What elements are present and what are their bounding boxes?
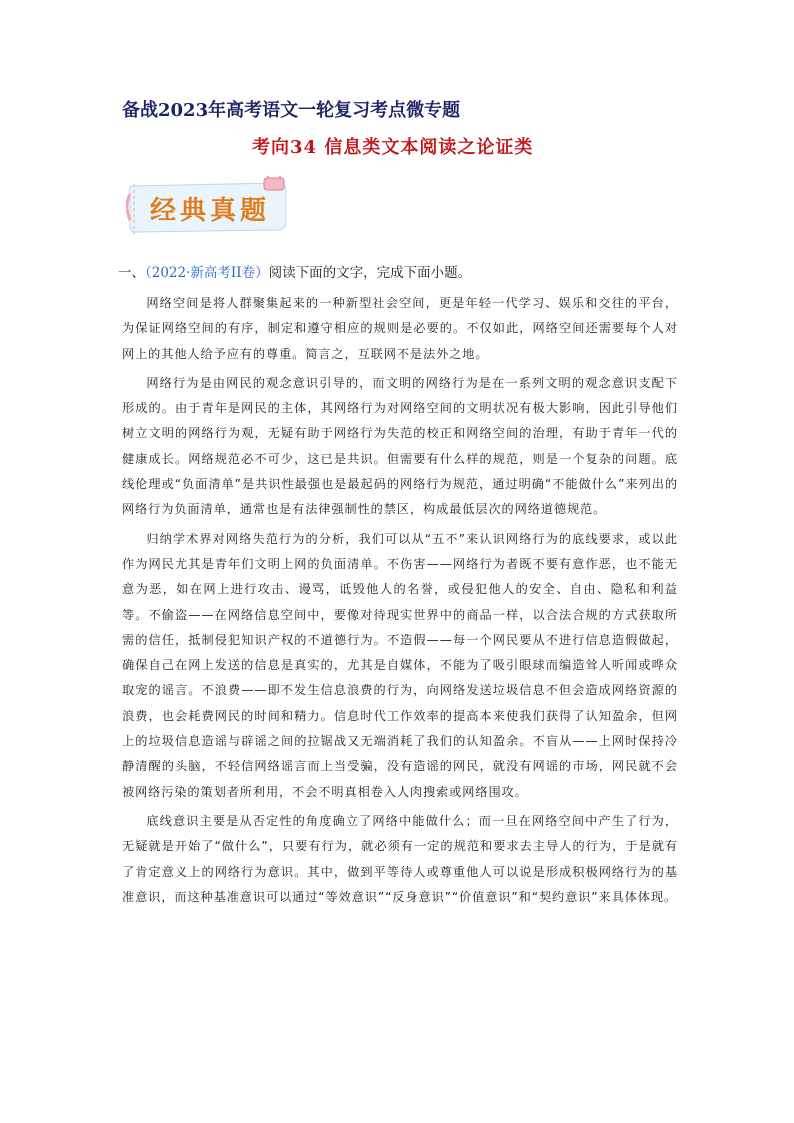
paper-clip-icon	[264, 176, 284, 190]
passage-paragraph: 网络行为是由网民的观念意识引导的，而文明的网络行为是在一系列文明的观念意识支配下形成的。由于青年是网民的主体，其网络行为对网络空间的文明状况有极大影响，因此引导他们树立文明的网络行为观，无疑有助于网络行为失范的校正和网络空间的治理，有助于青年一代的健康成长。网络规范必不可少，这已是共识。但需要有什么样的规范，则是一个复杂的问题。底线伦理或“负面清单”是共识性最强也是最起码的网络行为规范，通过明确“不能做什么”来列出的网络行为负面清单，通常也是有法律强制性的禁区，构成最低层次的网络道德规范。	[122, 375, 678, 517]
question-instruction: 阅读下面的文字，完成下面小题。	[268, 265, 472, 281]
reading-passage	[122, 291, 678, 914]
passage-paragraph: 归纳学术界对网络失范行为的分析，我们可以从“五不”来认识网络行为的底线要求，或以此作为网民尤其是青年们文明上网的负面清单。不伤害——网络行为者既不要有意作恶，也不能无意为恶，如在网上进行攻击、谩骂，诋毁他人的名誉，或侵犯他人的安全、自由、隐私和利益等。不偷盗——在网络信息空间中，要像对待现实世界中的商品一样，以合法合规的方式获取所需的信任，抵制侵犯知识产权的不道德行为。不造假——每一个网民要从不进行信息造假做起，确保自己在网上发送的信息是真实的，尤其是自媒体，不能为了吸引眼球而编造耸人听闻或哗众取宠的谣言。不浪费——即不发生信息浪费的行为，向网络发送垃圾信息不但会造成网络资源的浪费，也会耗费网民的时间和精力。信息时代工作效率的提高本来使我们获得了认知盈余，但网上的垃圾信息造谣与辟谣之间的拉锯战又无端消耗了我们的认知盈余。不盲从——上网时保持冷静清醒的头脑，不轻信网络谣言而上当受骗，没有造谣的网民，就没有网谣的市场，网民就不会被网络污染的策划者所利用，不会不明真相卷入人肉搜索或网络围攻。	[122, 531, 678, 799]
passage-paragraph: 网络空间是将人群聚集起来的一种新型社会空间，更是年轻一代学习、娱乐和交往的平台，为保证网络空间的有序，制定和遵守相应的规则是必要的。不仅如此，网络空间还需要每个人对网上的其他人给予应有的尊重。简言之，互联网不是法外之地。	[122, 296, 678, 361]
passage-paragraph: 底线意识主要是从否定性的角度确立了网络中能做什么；而一旦在网络空间中产生了行为，无疑就是开始了“做什么”，只要有行为，就必须有一定的规范和要求去主导人的行为，于是就有了肯定意义上的网络行为意识。其中，做到平等待人或尊重他人可以说是形成积极网络行为的基准意识，而这种基准意识可以通过“等效意识”“反身意识”“价值意识”和“契约意识”来具体体现。	[122, 813, 678, 904]
question-number: 一、	[118, 265, 145, 281]
topic-title: 考向34 信息类文本阅读之论证类	[252, 137, 534, 158]
document-title: 备战2023年高考语文一轮复习考点微专题	[122, 100, 461, 121]
banner-label: 经典真题	[150, 196, 271, 226]
question-source: （2022·新高考II卷）	[145, 265, 269, 281]
question-header	[118, 263, 678, 283]
